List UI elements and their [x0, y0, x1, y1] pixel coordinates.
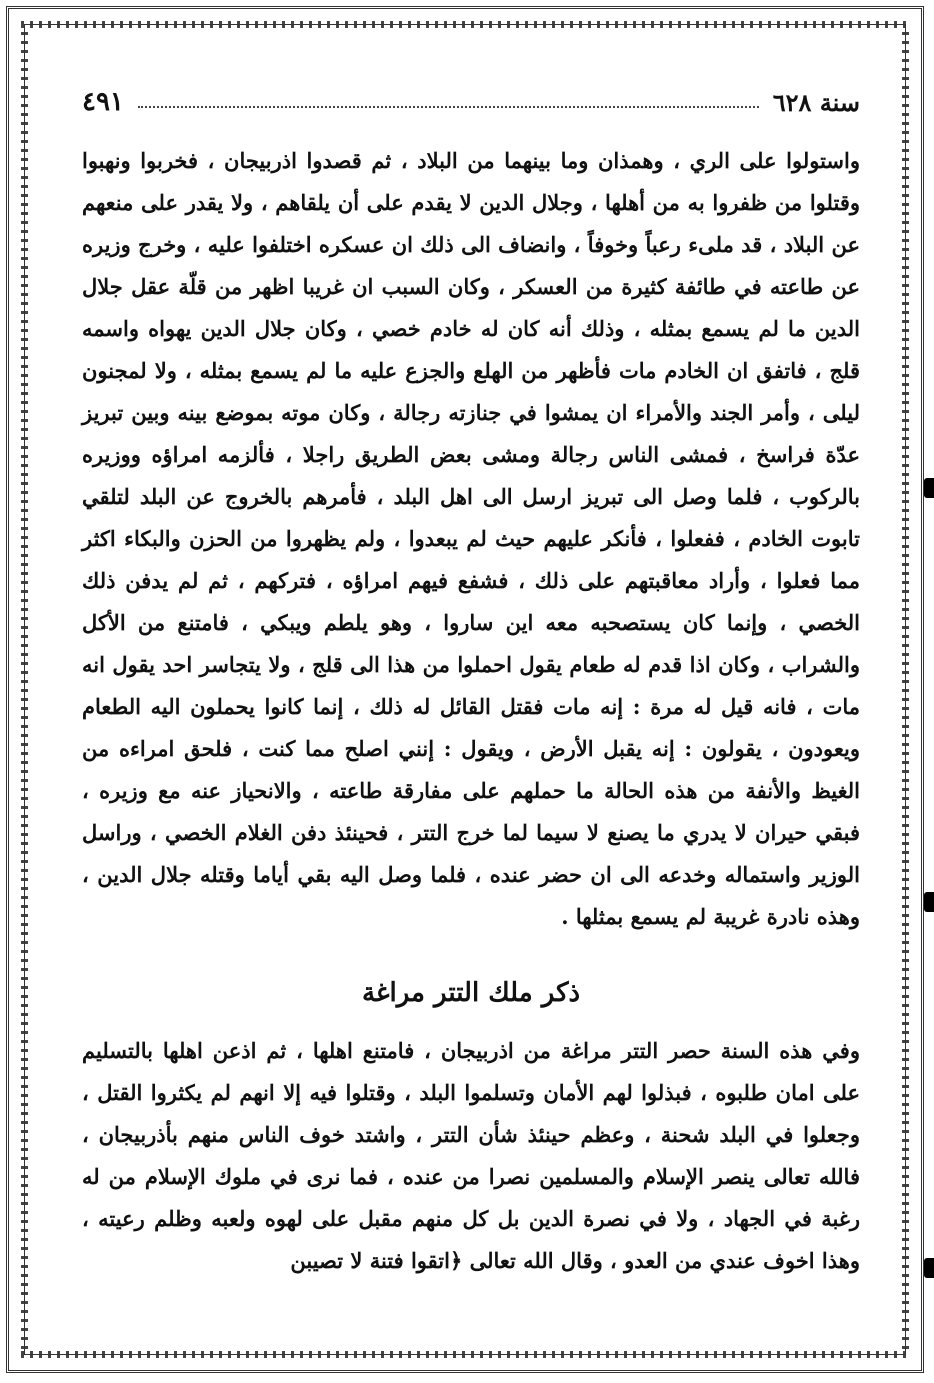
- paragraph: وفي هذه السنة حصر التتر مراغة من اذربيجان ، فامتنع اهلها ، ثم اذعن اهلها بالتسليم على امان طلبوه ، فبذلوا لهم الأمان وتسلموا البلد ، وقتلوا فيه إلا انهم لم يكثروا القتل ، وجعلوا في البلد شحنة ، وعظم حينئذ شأن التتر ، واشتد خوف الناس منهم بأذربيجان ، فالله تعالى ينصر الإسلام والمسلمين نصرا من عنده ، فما نرى في ملوك الإسلام من له رغبة في الجهاد ، ولا في نصرة الدين بل كل منهم مقبل على لهوه ولعبه وظلم رعيته ، وهذا اخوف عندي من العدو ، وقال الله تعالى ﴿اتقوا فتنة لا تصيبن: [82, 1038, 860, 1273]
- section-heading: ذكر ملك التتر مراغة: [361, 978, 581, 1008]
- page-number: ٤٩١: [82, 87, 124, 117]
- main-text-block: [82, 140, 860, 938]
- margin-marker: [924, 478, 934, 498]
- second-text-block: [82, 1030, 860, 1282]
- year-label: سنة ٦٢٨: [772, 87, 860, 117]
- running-header: [82, 82, 860, 122]
- margin-marker: [924, 1258, 934, 1278]
- margin-marker: [924, 892, 934, 912]
- header-leader-dots: [138, 106, 759, 108]
- paragraph: واستولوا على الري ، وهمذان وما بينهما من البلاد ، ثم قصدوا اذربيجان ، فخربوا ونهبوا وقتلوا من ظفروا به من أهلها ، وجلال الدين لا يقدم على أن يلقاهم ، ولا يقدر على منعهم عن البلاد ، قد ملىء رعباً وخوفاً ، وانضاف الى ذلك ان عسكره اختلفوا عليه ، وخرج وزيره عن طاعته في طائفة كثيرة من العسكر ، وكان السبب ان غريبا اظهر من قلّة عقل جلال الدين ما لم يسمع بمثله ، وذلك أنه كان له خادم خصي ، وكان جلال الدين يهواه واسمه قلج ، فاتفق ان الخادم مات فأظهر من الهلع والجزع عليه ما لم يسمع بمثله ، ولا لمجنون ليلى ، وأمر الجند والأمراء ان يمشوا في جنازته رجالة ، وكان موته بموضع بينه وبين تبريز عدّة فراسخ ، فمشى الناس رجالة ومشى بعض الطريق راجلا ، فألزمه امراؤه ووزيره بالركوب ، فلما وصل الى تبريز ارسل الى اهل البلد ، فأمرهم بالخروج عن البلد لتلقي تابوت الخادم ، ففعلوا ، فأنكر عليهم حيث لم يبعدوا ، ولم يظهروا من الحزن والبكاء اكثر مما فعلوا ، وأراد معاقبتهم على ذلك ، فشفع فيهم امراؤه ، فتركهم ، ثم لم يدفن ذلك الخصي ، وإنما كان يستصحبه معه اين ساروا ، وهو يلطم ويبكي ، فامتنع من الأكل والشراب ، وكان اذا قدم له طعام يقول احملوا من هذا الى قلج ، ولا يتجاسر احد يقول انه مات ، فانه قيل له مرة : إنه مات فقتل القائل له ذلك ، إنما كانوا يحملون اليه الطعام ويعودون ، يقولون : إنه يقبل الأرض ، ويقول : إنني اصلح مما كنت ، فلحق امراءه من الغيظ والأنفة من هذه الحالة ما حملهم على مفارقة طاعته ، والانحياز عنه مع وزيره ، فبقي حيران لا يدري ما يصنع لا سيما لما خرج التتر ، فحينئذ دفن الغلام الخصي ، وراسل الوزير واستماله وخدعه الى ان حضر عنده ، فلما وصل اليه بقي أياما وقتله جلال الدين ، وهذه نادرة غريبة لم يسمع بمثلها .: [82, 148, 860, 929]
